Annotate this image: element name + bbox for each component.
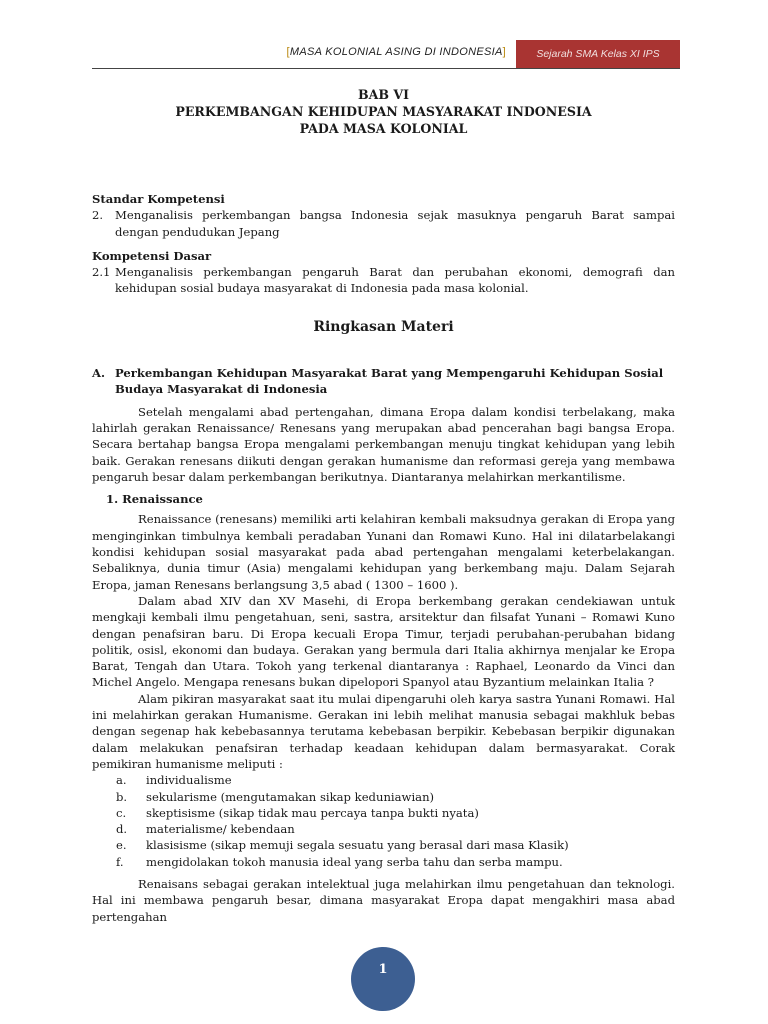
list-item-marker: e. [116,838,127,853]
header-title-text: MASA KOLONIAL ASING DI INDONESIA [289,46,503,58]
standar-num: 2. [92,208,104,223]
renaissance-paragraph-3: Alam pikiran masyarakat saat itu mulai dipengaruhi oleh karya sastra Yunani Romawi. Hal ini melahirkan gerakan Humanisme. Gerakan ini lebih melihat manusia sebagai makhluk bebas dengan segenap hak kebebasannya terutama kebebasan berpikir. Kebebasan berpikir digunakan dalam melakukan penafsiran terhadap keadaan kehidupan dalam bermasyarakat. Corak pemikiran humanisme meliputi : [92,691,675,771]
bracket-open: [ [286,46,290,58]
page-content [92,86,675,925]
list-item-text: sekularisme (mengutamakan sikap keduniawian) [146,789,435,804]
list-item-text: skeptisisme (sikap tidak mau percaya tanpa bukti nyata) [146,805,479,820]
list-item [92,805,675,821]
chapter-title-line1: PERKEMBANGAN KEHIDUPAN MASYARAKAT INDONESIA [175,104,592,119]
renaissance-paragraph-1: Renaissance (renesans) memiliki arti kelahiran kembali maksudnya gerakan di Eropa yang menginginkan timbulnya kembali peradaban Yunani dan Romawi Kuno. Hal ini dilatarbelakangi kondisi kehidupan sosial masyarakat pada abad pertengahan mengalami keterbelakangan. Sebaliknya, dunia timur (Asia) mengalami kehidupan yang berkembang maju. Dalam Sejarah Eropa, jaman Renesans berlangsung 3,5 abad ( 1300 – 1600 ). [92,512,675,592]
list-item-marker: c. [116,805,127,820]
section-a-num: A. [92,366,106,381]
section-a-title: Perkembangan Kehidupan Masyarakat Barat yang Mempengaruhi Kehidupan Sosial Budaya Masyarakat di Indonesia [115,366,664,397]
renaissance-paragraph-2: Dalam abad XIV dan XV Masehi, di Eropa berkembang gerakan cendekiawan untuk mengkaji kembali ilmu pengetahuan, seni, sastra, arsitektur dan filsafat Yunani – Romawi Kuno dengan penafsiran baru. Di Eropa kecuali Eropa Timur, terjadi perubahan-perubahan bidang politik, osisl, ekonomi dan budaya. Gerakan yang bermula dari Italia akhirnya menjalar ke Eropa Barat, Tengah dan Utara. Tokoh yang terkenal diantaranya : Raphael, Leonardo da Vinci dan Michel Angelo. Mengapa renesans bukan dipelopori Spanyol atau Byzantium melainkan Italia ? [92,593,675,690]
page-header [92,40,680,68]
humanism-list [92,772,675,870]
chapter-title-line2: PADA MASA KOLONIAL [299,121,468,136]
header-subject-box: Sejarah SMA Kelas XI IPS [516,40,680,68]
list-item-text: materialisme/ kebendaan [146,822,295,837]
kompetensi-num: 2.1 [92,265,111,280]
list-item-marker: b. [116,789,128,804]
page-number: 1 [351,947,415,1011]
standar-text: Menganalisis perkembangan bangsa Indonesia sejak masuknya pengaruh Barat sampai dengan pendudukan Jepang [115,208,675,239]
kompetensi-item [92,264,675,297]
list-item [92,854,675,870]
list-item [92,789,675,805]
list-item-marker: a. [116,773,127,788]
list-item-text: individualisme [146,773,232,788]
renaissance-paragraph-4: Renaisans sebagai gerakan intelektual juga melahirkan ilmu pengetahuan dan teknologi. Hal ini membawa pengaruh besar, dimana masyarakat Eropa dapat mengakhiri masa abad pertengahan [92,876,675,924]
list-item-text: klasisisme (sikap memuji segala sesuatu yang berasal dari masa Klasik) [146,838,569,853]
header-divider [92,68,680,69]
section-a-paragraph: Setelah mengalami abad pertengahan, dimana Eropa dalam kondisi terbelakang, maka lahirlah gerakan Renaissance/ Renesans yang merupakan abad pencerahan bagi bangsa Eropa. Secara bertahap bangsa Eropa mengalami perkembangan menuju tingkat kehidupan yang lebih baik. Gerakan renesans diikuti dengan gerakan humanisme dan reformasi gereja yang membawa pengaruh besar dalam perkembangan berikutnya. Diantaranya melahirkan merkantilisme. [92,404,675,484]
list-item-marker: f. [116,854,124,869]
list-item [92,772,675,788]
header-title [287,46,506,58]
section-a-heading [92,365,675,398]
ringkasan-heading: Ringkasan Materi [313,318,454,335]
list-item-marker: d. [116,822,128,837]
kompetensi-heading: Kompetensi Dasar [92,248,212,263]
standar-item [92,207,675,240]
bracket-close: ] [502,46,506,58]
renaissance-heading: 1. Renaissance [106,492,203,507]
list-item [92,821,675,837]
list-item-text: mengidolakan tokoh manusia ideal yang serba tahu dan serba mampu. [146,854,563,869]
kompetensi-text: Menganalisis perkembangan pengaruh Barat dan perubahan ekonomi, demografi dan kehidupan sosial budaya masyarakat di Indonesia pada masa kolonial. [115,265,675,296]
standar-heading: Standar Kompetensi [92,192,225,206]
chapter-number: BAB VI [357,87,410,102]
list-item [92,837,675,853]
